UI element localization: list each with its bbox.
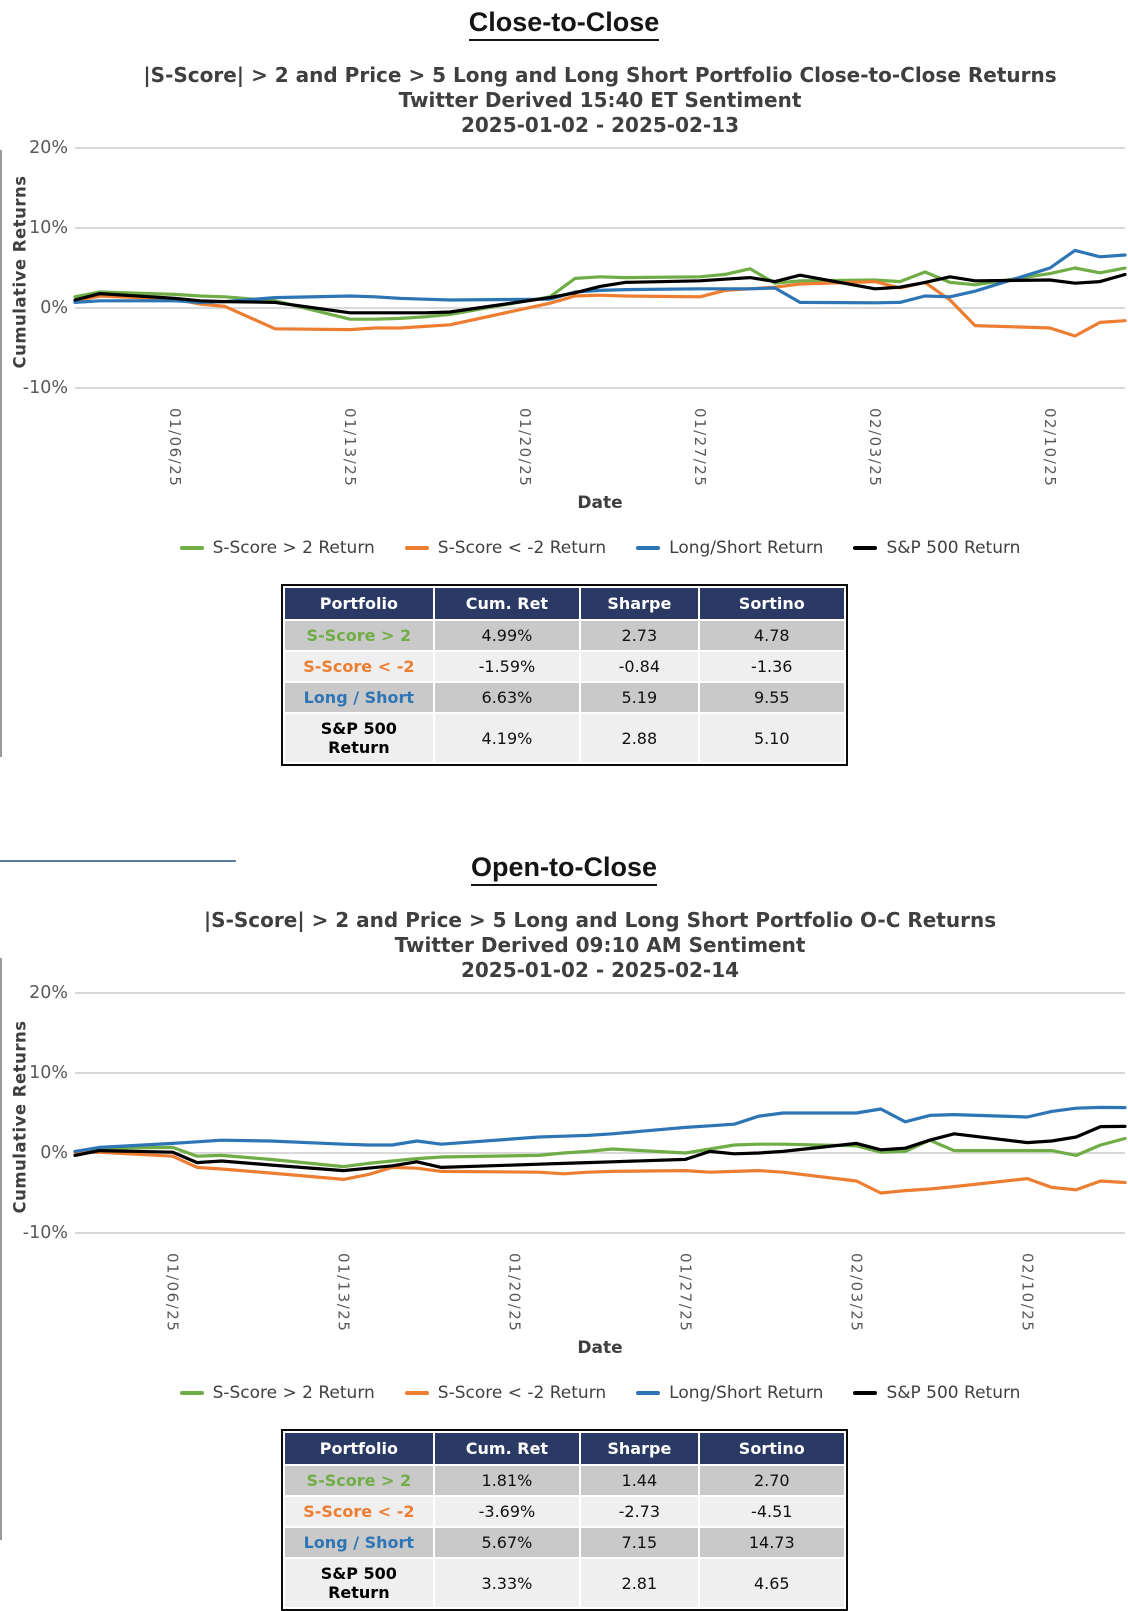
close-to-close-section [0, 0, 1128, 766]
legend-marker [180, 1391, 204, 1396]
x-tick-label: 01/06/25 [163, 1253, 182, 1333]
x-axis-title: Date [577, 493, 623, 513]
y-axis-title: Cumulative Returns [10, 175, 30, 369]
table-row [285, 621, 844, 650]
table-cell: 4.19% [435, 714, 578, 762]
legend-marker [636, 1391, 660, 1396]
chart-title-line2: Twitter Derived 09:10 AM Sentiment [394, 933, 806, 957]
section-heading [0, 0, 1128, 41]
table-cell: 1.81% [435, 1466, 578, 1495]
legend-label: S-Score > 2 Return [212, 1383, 375, 1403]
y-tick-label: 20% [29, 138, 68, 158]
table-header-cell: Cum. Ret [435, 588, 578, 619]
line-chart-close-to-close [0, 138, 1128, 524]
legend-item [853, 1383, 1020, 1403]
y-tick-label: 10% [29, 218, 68, 238]
table-header-cell: Sharpe [581, 588, 698, 619]
section-heading [0, 766, 1128, 886]
table-row [285, 1559, 844, 1607]
table-cell: 4.78 [700, 621, 843, 650]
legend-label: S-Score < -2 Return [437, 1383, 607, 1403]
legend-item [405, 538, 606, 558]
table-row-label: S-Score < -2 [285, 652, 434, 681]
legend-marker [180, 546, 204, 551]
table-cell: -1.59% [435, 652, 578, 681]
legend-marker [405, 546, 429, 551]
table-header-cell: Portfolio [285, 1433, 434, 1464]
plot-area [75, 989, 1125, 1245]
plot-area [75, 144, 1125, 400]
legend-label: Long/Short Return [669, 538, 824, 558]
chart-title [72, 908, 1128, 983]
x-tick-label: 01/13/25 [341, 408, 359, 488]
table-cell: 4.65 [700, 1559, 843, 1607]
table-row-label: S-Score > 2 [285, 1466, 434, 1495]
x-tick-label: 01/20/25 [505, 1253, 524, 1333]
table-header-cell: Sortino [700, 1433, 843, 1464]
chart-title [72, 63, 1128, 138]
table-row [285, 714, 844, 762]
table-header-row [285, 588, 844, 619]
table-cell: 14.73 [700, 1528, 843, 1557]
chart-title-line1: |S-Score| > 2 and Price > 5 Long and Long Short Portfolio O-C Returns [203, 908, 997, 932]
table-row [285, 1528, 844, 1557]
x-tick-label: 01/06/25 [166, 408, 184, 488]
table-cell: -2.73 [581, 1497, 698, 1526]
table-header-cell: Cum. Ret [435, 1433, 578, 1464]
table-cell: 3.33% [435, 1559, 578, 1607]
table-header-cell: Sharpe [581, 1433, 698, 1464]
legend-label: Long/Short Return [669, 1383, 824, 1403]
table-row-label: S-Score > 2 [285, 621, 434, 650]
table-cell: 2.88 [581, 714, 698, 762]
table-cell: 5.19 [581, 683, 698, 712]
table-cell: 1.44 [581, 1466, 698, 1495]
legend-marker [405, 1391, 429, 1396]
x-axis-title: Date [577, 1338, 623, 1358]
performance-table-close-to-close [281, 584, 848, 766]
legend-label: S-Score < -2 Return [437, 538, 607, 558]
y-tick-label: -10% [22, 378, 68, 398]
table-header-row [285, 1433, 844, 1464]
table-row [285, 1497, 844, 1526]
legend-item [636, 538, 823, 558]
table-row-label: S&P 500 Return [285, 1559, 434, 1607]
x-tick-label: 01/27/25 [691, 408, 709, 488]
x-tick-label: 01/20/25 [516, 408, 534, 488]
table-row [285, 652, 844, 681]
line-chart-open-to-close [0, 983, 1128, 1369]
table-cell: 7.15 [581, 1528, 698, 1557]
legend-label: S-Score > 2 Return [212, 538, 375, 558]
legend-marker [853, 546, 877, 551]
table-cell: -4.51 [700, 1497, 843, 1526]
table-cell: 4.99% [435, 621, 578, 650]
table-row-label: S-Score < -2 [285, 1497, 434, 1526]
series-line [75, 1152, 1125, 1193]
y-tick-label: 0% [40, 1143, 68, 1163]
table-cell: 2.73 [581, 621, 698, 650]
chart-title-line2: Twitter Derived 15:40 ET Sentiment [398, 88, 802, 112]
legend-marker [636, 546, 660, 551]
y-tick-label: -10% [22, 1223, 68, 1243]
section-heading-text: Close-to-Close [469, 7, 660, 41]
table-cell: 9.55 [700, 683, 843, 712]
performance-table-open-to-close [281, 1429, 848, 1611]
legend-label: S&P 500 Return [886, 538, 1021, 558]
x-tick-label: 01/13/25 [334, 1253, 353, 1333]
x-tick-label: 02/10/25 [1018, 1253, 1037, 1333]
legend-item [180, 1383, 375, 1403]
legend-item [405, 1383, 606, 1403]
legend-item [636, 1383, 823, 1403]
x-tick-label: 02/03/25 [866, 408, 884, 488]
table-cell: 5.10 [700, 714, 843, 762]
x-tick-label: 02/03/25 [847, 1253, 866, 1333]
open-to-close-section [0, 766, 1128, 1611]
chart-legend [72, 1383, 1128, 1403]
table-cell: 5.67% [435, 1528, 578, 1557]
y-tick-label: 0% [40, 298, 68, 318]
table-row-label: S&P 500 Return [285, 714, 434, 762]
table-header-cell: Sortino [700, 588, 843, 619]
chart-title-line3: 2025-01-02 - 2025-02-13 [460, 113, 740, 137]
table-cell: 6.63% [435, 683, 578, 712]
chart-legend [72, 538, 1128, 558]
y-tick-label: 20% [29, 983, 68, 1003]
legend-label: S&P 500 Return [886, 1383, 1021, 1403]
chart-title-line1: |S-Score| > 2 and Price > 5 Long and Long Short Portfolio Close-to-Close Returns [143, 63, 1057, 87]
table-row-label: Long / Short [285, 1528, 434, 1557]
table-row-label: Long / Short [285, 683, 434, 712]
chart-title-line3: 2025-01-02 - 2025-02-14 [460, 958, 740, 982]
series-line [75, 1107, 1125, 1151]
table-cell: -3.69% [435, 1497, 578, 1526]
x-tick-label: 02/10/25 [1041, 408, 1059, 488]
table-header-cell: Portfolio [285, 588, 434, 619]
table-row [285, 683, 844, 712]
y-axis-title: Cumulative Returns [10, 1020, 30, 1214]
table-cell: 2.81 [581, 1559, 698, 1607]
y-tick-label: 10% [29, 1063, 68, 1083]
table-cell: -1.36 [700, 652, 843, 681]
table-row [285, 1466, 844, 1495]
x-tick-label: 01/27/25 [676, 1253, 695, 1333]
legend-item [180, 538, 375, 558]
table-cell: -0.84 [581, 652, 698, 681]
section-heading-text: Open-to-Close [471, 852, 657, 886]
legend-marker [853, 1391, 877, 1396]
table-cell: 2.70 [700, 1466, 843, 1495]
legend-item [853, 538, 1020, 558]
